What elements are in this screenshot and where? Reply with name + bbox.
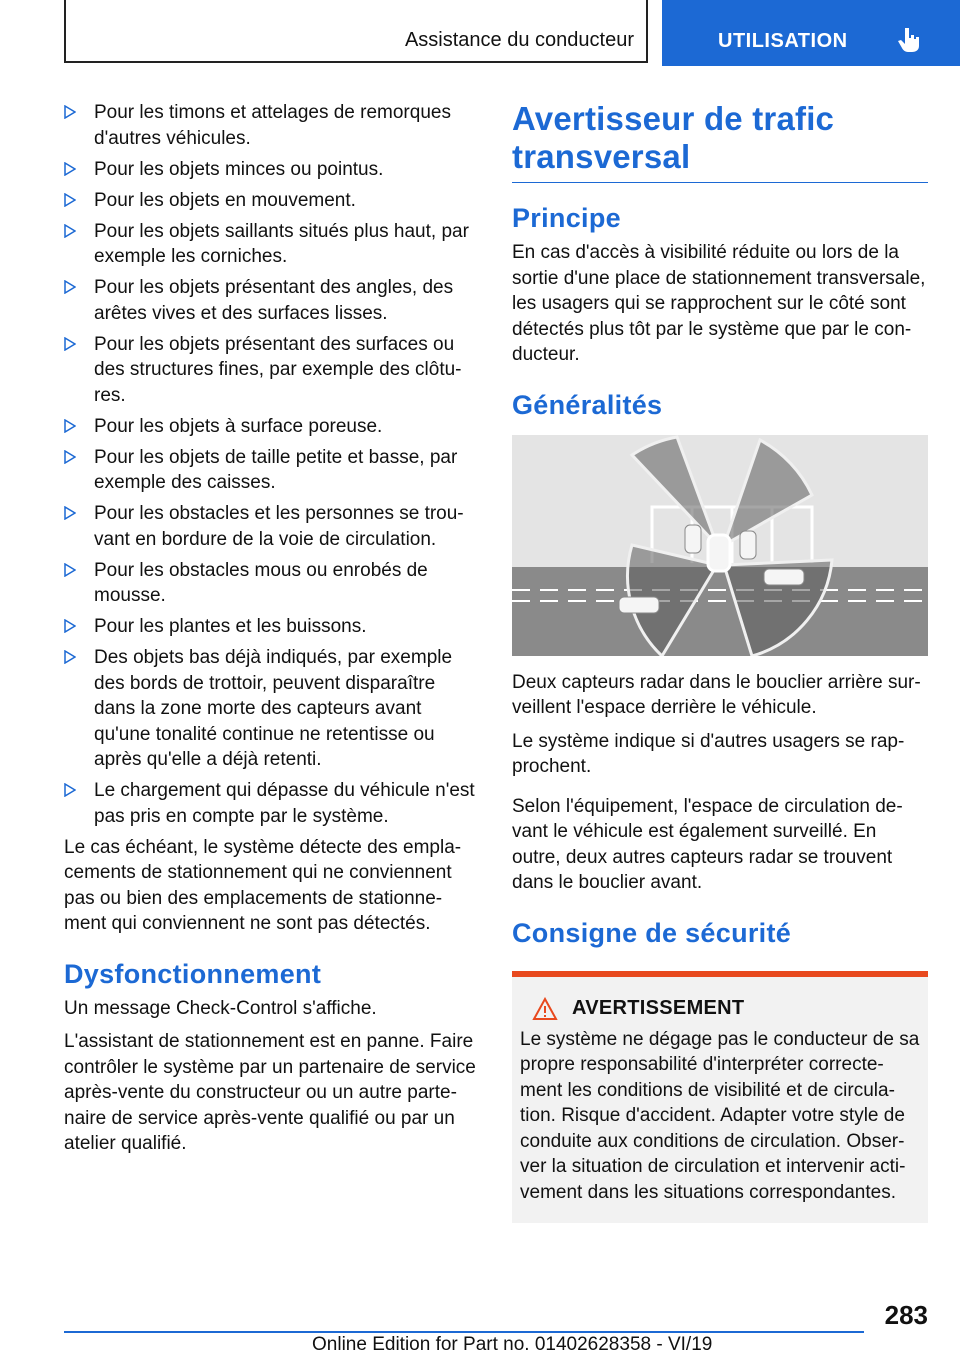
- triangle-bullet-icon: [64, 280, 76, 294]
- triangle-bullet-icon: [64, 337, 76, 351]
- list-item: [64, 100, 480, 151]
- malfunction-text-2: L'assistant de stationnement est en panne. Faire contrôler le système par un partenaire de service après-vente du constructeur ou un autre parte-naire de service après-vente qualifié ou par un atelier qualifié.: [64, 1031, 476, 1154]
- list-item-text: Pour les objets présentant des angles, des arêtes vives et des surfaces lisses.: [94, 277, 454, 324]
- list-item: [64, 445, 480, 496]
- warning-header: [520, 997, 920, 1021]
- list-item: [64, 332, 480, 409]
- bullet-list: [64, 100, 480, 829]
- paragraph-parking-detection: Le cas échéant, le système détecte des empla-cements de stationnement qui ne conviennent pas ou bien des emplacements de stationne-ment qui conviennent ne sont pas détectés.: [64, 836, 462, 934]
- list-item-text: Pour les objets à surface poreuse.: [94, 415, 383, 437]
- list-item: [64, 501, 480, 552]
- right-column: [512, 100, 928, 1223]
- list-item: [64, 778, 480, 829]
- list-item-text: Pour les obstacles et les personnes se trou-vant en bordure de la voie de circulation.: [94, 503, 464, 550]
- warning-triangle-icon: [532, 997, 558, 1021]
- triangle-bullet-icon: [64, 650, 76, 664]
- list-item: [64, 645, 480, 773]
- warning-text: Le système ne dégage pas le conducteur de sa propre responsabilité d'interpréter correcte-ment les conditions de visibilité et de circula-tion. Risque d'accident. Adapter votre style de conduite aux conditions de circulation. Obser-ver la situation de circulation et intervenir acti-vement dans les situations correspondantes.: [520, 1028, 920, 1203]
- general-text-3: Selon l'équipement, l'espace de circulation de-vant le véhicule est également surveillé. En outre, deux autres capteurs radar se trouvent dans le bouclier avant.: [512, 795, 903, 893]
- heading-malfunction: Dysfonctionnement: [64, 958, 322, 989]
- list-item: [64, 275, 480, 326]
- heading-safety: Consigne de sécurité: [512, 917, 792, 948]
- triangle-bullet-icon: [64, 563, 76, 577]
- list-item-text: Des objets bas déjà indiqués, par exemple des bords de trottoir, peuvent disparaître dans la zone morte des capteurs avant qu'une tonalité continue ne retentisse ou après qu'elle a déjà retenti.: [94, 647, 453, 770]
- list-item-text: Pour les plantes et les buissons.: [94, 616, 367, 637]
- list-item-text: Pour les objets saillants situés plus haut, par exemple les corniches.: [94, 220, 469, 267]
- edition-text: Online Edition for Part no. 01402628358 - VI/19: [312, 1334, 713, 1355]
- list-item: [64, 188, 480, 214]
- triangle-bullet-icon: [64, 419, 76, 433]
- list-item: [64, 614, 480, 640]
- list-item-text: Pour les timons et attelages de remorques d'autres véhicules.: [94, 102, 451, 149]
- triangle-bullet-icon: [64, 162, 76, 176]
- list-item: [64, 558, 480, 609]
- warning-label: AVERTISSEMENT: [572, 997, 745, 1019]
- list-item-text: Pour les obstacles mous ou enrobés de mousse.: [94, 559, 428, 606]
- list-item: [64, 219, 480, 270]
- footer-rule: [64, 1331, 864, 1333]
- triangle-bullet-icon: [64, 619, 76, 633]
- page-title: Avertisseur de trafic transversal: [512, 100, 928, 183]
- tab-label: UTILISATION: [718, 30, 848, 52]
- general-text-2: Le système indique si d'autres usagers se rap-prochent.: [512, 730, 905, 777]
- heading-general: Généralités: [512, 389, 663, 420]
- general-text-1: Deux capteurs radar dans le bouclier arrière sur-veillent l'espace derrière le véhicule.: [512, 671, 921, 718]
- list-item-text: Le chargement qui dépasse du véhicule n'est pas pris en compte par le système.: [94, 780, 475, 827]
- list-item: [64, 157, 480, 183]
- triangle-bullet-icon: [64, 506, 76, 520]
- triangle-bullet-icon: [64, 105, 76, 119]
- header-section-box: [64, 0, 648, 63]
- list-item-text: Pour les objets présentant des surfaces ou des structures fines, par exemple des clôtu-res.: [94, 333, 462, 406]
- radar-coverage-illustration: [512, 435, 928, 656]
- page-number: 283: [884, 1300, 928, 1330]
- triangle-bullet-icon: [64, 450, 76, 464]
- warning-box: [512, 971, 928, 1224]
- section-title: Assistance du conducteur: [404, 29, 634, 51]
- tab-utilisation[interactable]: [662, 0, 960, 66]
- principle-text: En cas d'accès à visibilité réduite ou lors de la sortie d'une place de stationnement transversale, les usagers qui se rapprochent sur le côté sont détectés plus tôt par le système que par le con-ducteur.: [512, 242, 926, 365]
- triangle-bullet-icon: [64, 193, 76, 207]
- triangle-bullet-icon: [64, 224, 76, 238]
- left-column: [64, 100, 480, 1165]
- list-item-text: Pour les objets en mouvement.: [94, 189, 356, 211]
- list-item: [64, 414, 480, 440]
- triangle-bullet-icon: [64, 783, 76, 797]
- hand-pointer-icon: [896, 26, 922, 54]
- list-item-text: Pour les objets de taille petite et basse, par exemple des caisses.: [94, 446, 458, 493]
- malfunction-text-1: Un message Check-Control s'affiche.: [64, 997, 377, 1019]
- list-item-text: Pour les objets minces ou pointus.: [94, 158, 384, 180]
- heading-principle: Principe: [512, 203, 621, 233]
